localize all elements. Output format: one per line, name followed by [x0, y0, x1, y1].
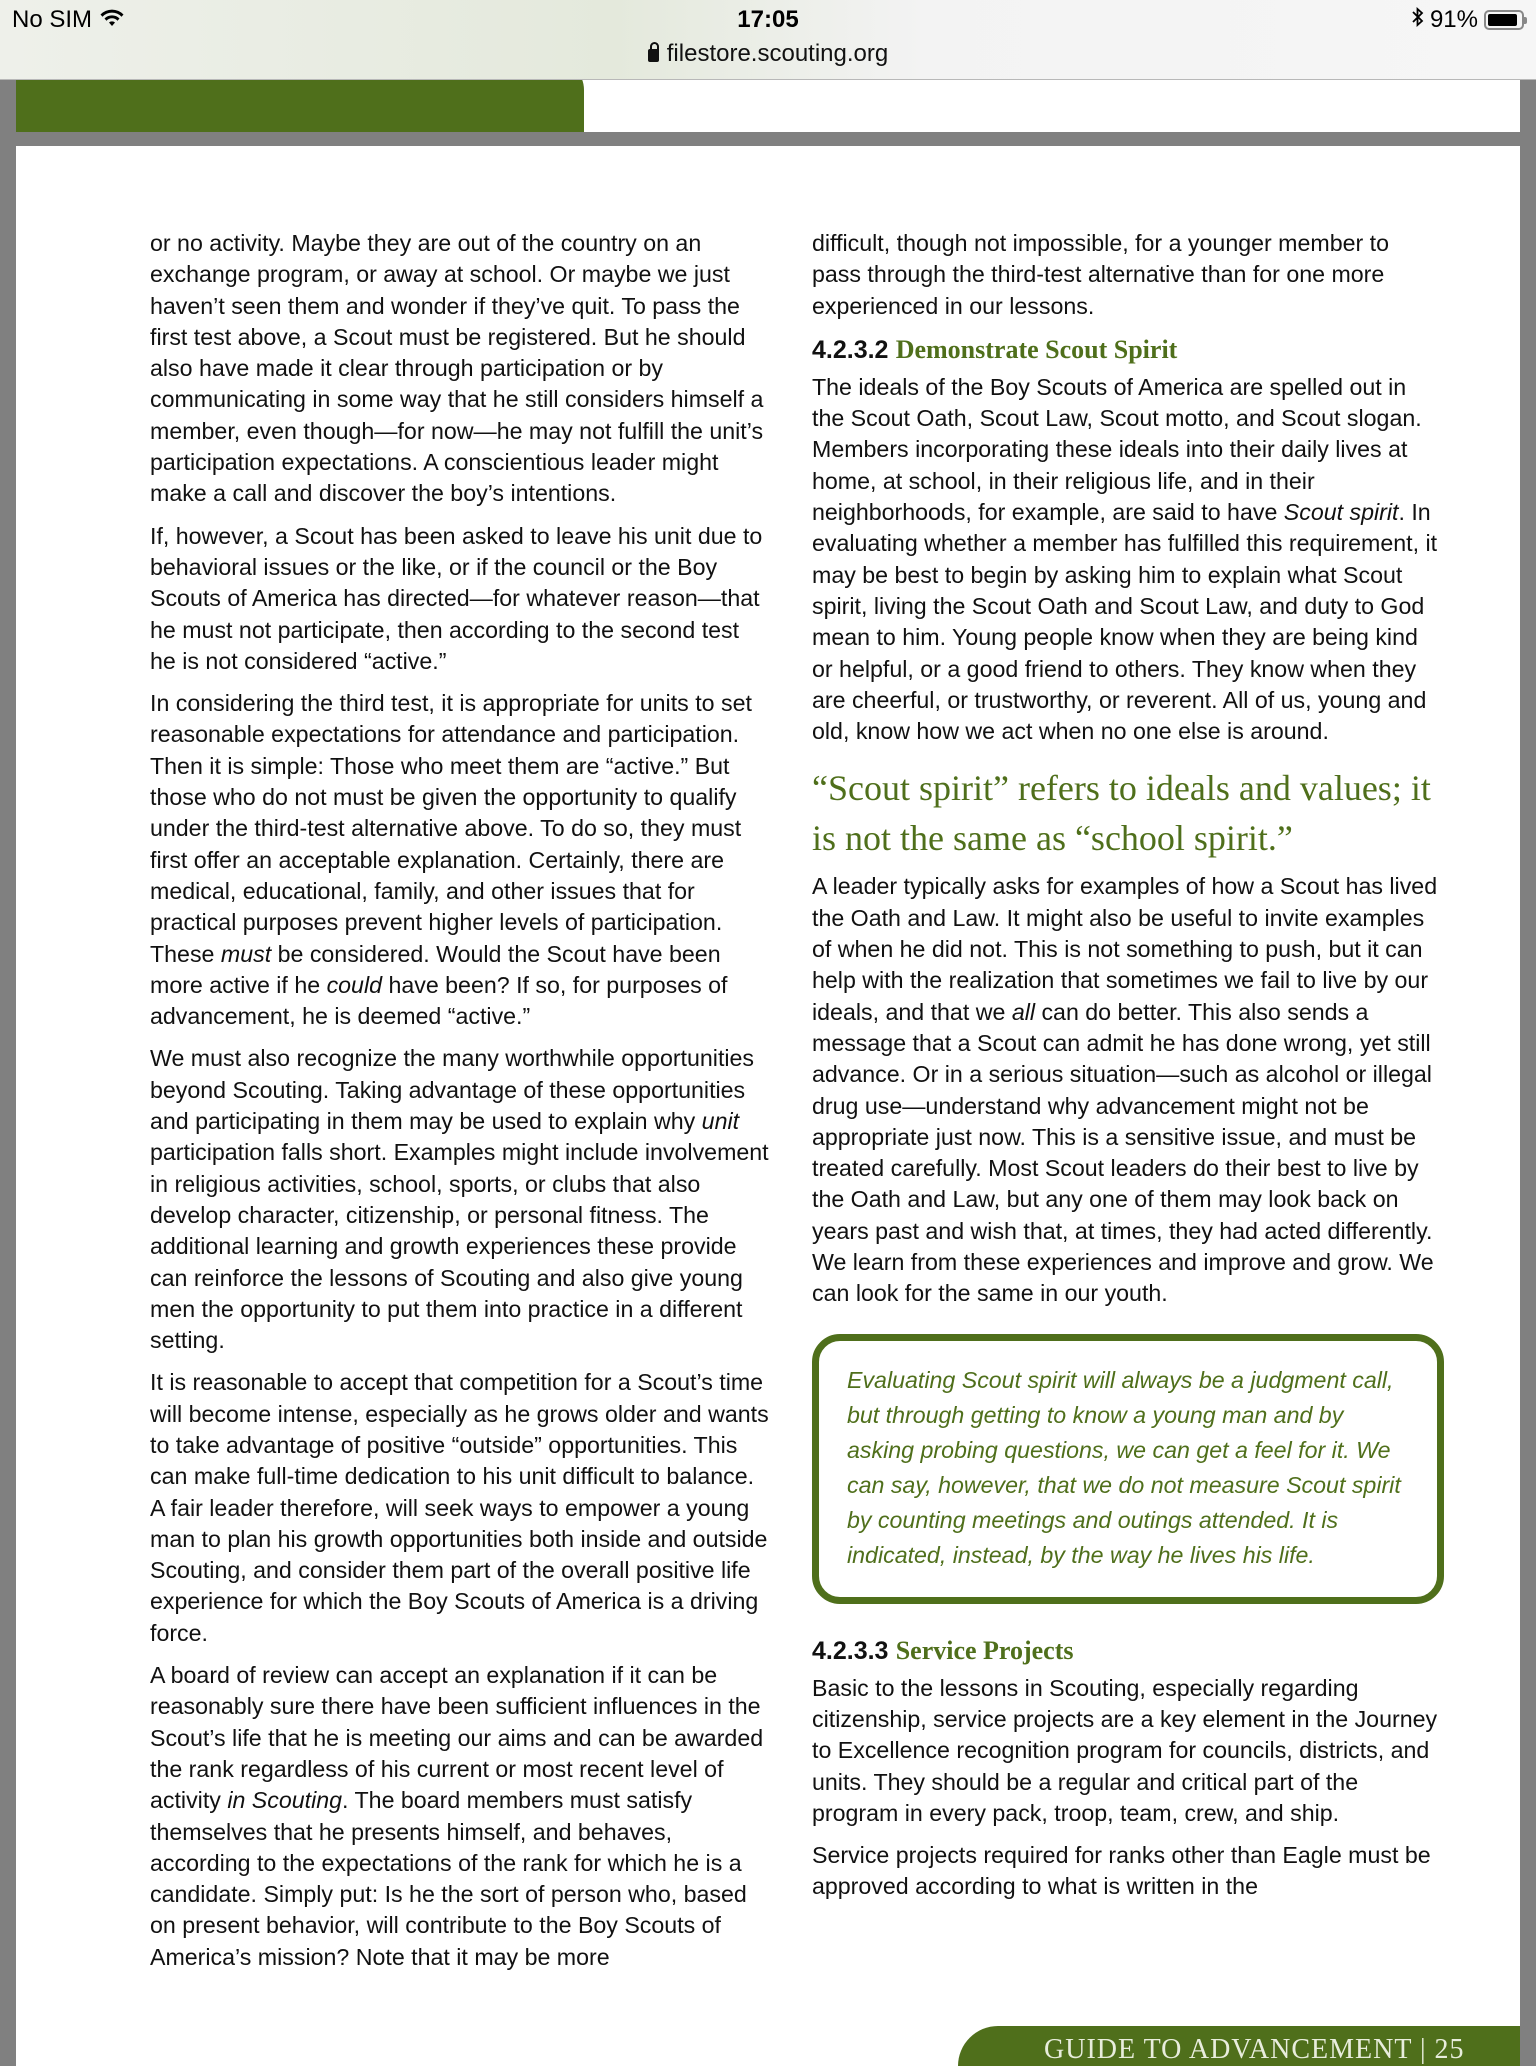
- right-column: [812, 228, 1444, 1914]
- status-right: [1412, 6, 1524, 34]
- text-run: A board of review can accept an explanation if it can be reasonably sure there have been sufficient influences in the Scout’s life that he is meeting our aims and can be awarded the rank regardless of his current or most recent level of activity: [150, 1662, 764, 1814]
- url-text: filestore.scouting.org: [666, 40, 889, 67]
- emphasis: must: [220, 940, 272, 967]
- paragraph: or no activity. Maybe they are out of the country on an exchange program, or away at school. Or maybe we just haven’t seen them and wonder if they’ve quit. To pass the first test above, a Scout must be registered. But he should also have made it clear through participation or by communicating in some way that he still considers himself a member, even though—for now—he may not fulfill the unit’s participation expectations. A conscientious leader might make a call and discover the boy’s intentions.: [150, 230, 764, 507]
- section-title: Demonstrate Scout Spirit: [895, 334, 1178, 364]
- text-run: . The board members must satisfy themselves that he presents himself, and behaves, according to the expectations of the rank for which he is a candidate. Simply put: Is he the sort of person who, based on present behavior, will contribute to the Boy Scouts of America’s mission? Note that it may be more: [150, 1787, 747, 1970]
- text-run: have been? If so, for purposes of advancement, he is deemed “active.”: [150, 971, 728, 1030]
- text-run: In considering the third test, it is appropriate for units to set reasonable expectations for attendance and participation. Then it is simple: Those who meet them are “active.” But those who do not must be given the opportunity to qualify under the third-test alternative above. To do so, they must first offer an acceptable explanation. Certainly, there are medical, educational, family, and other issues that for practical purposes prevent higher levels of participation. These: [150, 690, 752, 967]
- paragraph: difficult, though not impossible, for a younger member to pass through the third-test alternative than for one more experienced in our lessons.: [812, 230, 1389, 319]
- battery-percent: 91%: [1429, 6, 1478, 33]
- text-run: be considered. Would the Scout have been more active if he: [150, 940, 721, 998]
- bluetooth-icon: [1412, 6, 1424, 34]
- battery-icon: [1484, 10, 1524, 30]
- paragraph: [812, 871, 1444, 1309]
- section-number: 4.2.3.2: [812, 335, 889, 364]
- paragraph: [150, 1043, 770, 1356]
- pull-quote: “Scout spirit” refers to ideals and values; it is not the same as “school spirit.”: [812, 768, 1431, 859]
- callout-box: Evaluating Scout spirit will always be a judgment call, but through getting to know a young man and by asking probing questions, we can get a feel for it. We can say, however, that we do not measure Scout spirit by counting meetings and outings attended. It is indicated, instead, by the way he lives his life.: [812, 1334, 1444, 1604]
- ios-status-bar: [0, 0, 1536, 80]
- section-heading-4-2-3-2: [812, 333, 1444, 366]
- emphasis: could: [326, 971, 382, 998]
- carrier-label: No SIM: [12, 6, 93, 33]
- footer-page-label: GUIDE TO ADVANCEMENT | 25: [1044, 2034, 1465, 2065]
- text-run: . In evaluating whether a member has fulfilled this requirement, it may be best to begin by asking him to explain what Scout spirit, living the Scout Oath and Scout Law, and duty to God mean to him. Young people know when they are being kind or helpful, or a good friend to others. They know when they are cheerful, or trustworthy, or reverent. All of us, young and old, know how we act when no one else is around.: [812, 499, 1438, 745]
- section-number: 4.2.3.3: [812, 1636, 889, 1665]
- emphasis: unit: [701, 1108, 740, 1135]
- paragraph: [812, 372, 1444, 748]
- emphasis: all: [1011, 998, 1036, 1025]
- lock-icon: [648, 49, 659, 62]
- text-run: The ideals of the Boy Scouts of America are spelled out in the Scout Oath, Scout Law, Scout motto, and Scout slogan. Members incorporating these ideals into their daily lives at home, at school, in their religious life, and in their neighborhoods, for example, are said to have: [812, 373, 1422, 526]
- left-column: [150, 228, 770, 1984]
- text-run: We must also recognize the many worthwhile opportunities beyond Scouting. Taking advantage of these opportunities and participating in them may be used to explain why: [150, 1045, 755, 1135]
- section-heading-4-2-3-3: [812, 1634, 1444, 1667]
- paragraph: Basic to the lessons in Scouting, especially regarding citizenship, service projects are a key element in the Journey to Excellence recognition program for councils, districts, and units. They should be a regular and critical part of the program in every pack, troop, team, crew, and ship.: [812, 1674, 1438, 1826]
- paragraph: [150, 1660, 770, 1973]
- text-run: participation falls short. Examples might include involvement in religious activities, school, sports, or clubs that also develop character, citizenship, or personal fitness. The additional learning and growth experiences these provide can reinforce the lessons of Scouting and also give young men the opportunity to put them into practice in a different setting.: [150, 1139, 769, 1354]
- next-page-footer-tab: [958, 2026, 1520, 2066]
- document-page: [16, 146, 1520, 2066]
- battery-fill: [1488, 14, 1517, 26]
- text-run: can do better. This also sends a message that a Scout can admit he has done wrong, yet still advance. Or in a serious situation—such as alcohol or illegal drug use—understand why advancement might not be appropriate just now. This is a sensitive issue, and must be treated carefully. Most Scout leaders do their best to live by the Oath and Law, but any one of them may look back on years past and wish that, at times, they had acted differently. We learn from these experiences and improve and grow. We can look for the same in our youth.: [812, 998, 1434, 1307]
- address-bar[interactable]: [0, 40, 1536, 68]
- paragraph: If, however, a Scout has been asked to leave his unit due to behavioral issues or the like, or if the council or the Boy Scouts of America has directed—for whatever reason—that he must not participate, then according to the second test he is not considered “active.”: [150, 522, 763, 674]
- emphasis: Scout spirit: [1283, 499, 1399, 526]
- text-run: A leader typically asks for examples of how a Scout has lived the Oath and Law. It might also be useful to invite examples of when he did not. This is not something to push, but it can help with the realization that sometimes we fail to live by our ideals, and that we: [812, 873, 1438, 1025]
- paragraph: It is reasonable to accept that competition for a Scout’s time will become intense, especially as he grows older and wants to take advantage of positive “outside” opportunities. This can make full-time dedication to his unit difficult to balance. A fair leader therefore, will seek ways to empower a young man to plan his growth opportunities both inside and outside Scouting, and consider them part of the overall positive life experience for which the Boy Scouts of America is a driving force.: [150, 1369, 769, 1646]
- clock: 17:05: [737, 6, 799, 33]
- emphasis: in Scouting: [227, 1787, 343, 1814]
- paragraph: Service projects required for ranks other than Eagle must be approved according to what is written in the: [812, 1842, 1431, 1900]
- section-title: Service Projects: [895, 1635, 1074, 1665]
- paragraph: [150, 688, 770, 1032]
